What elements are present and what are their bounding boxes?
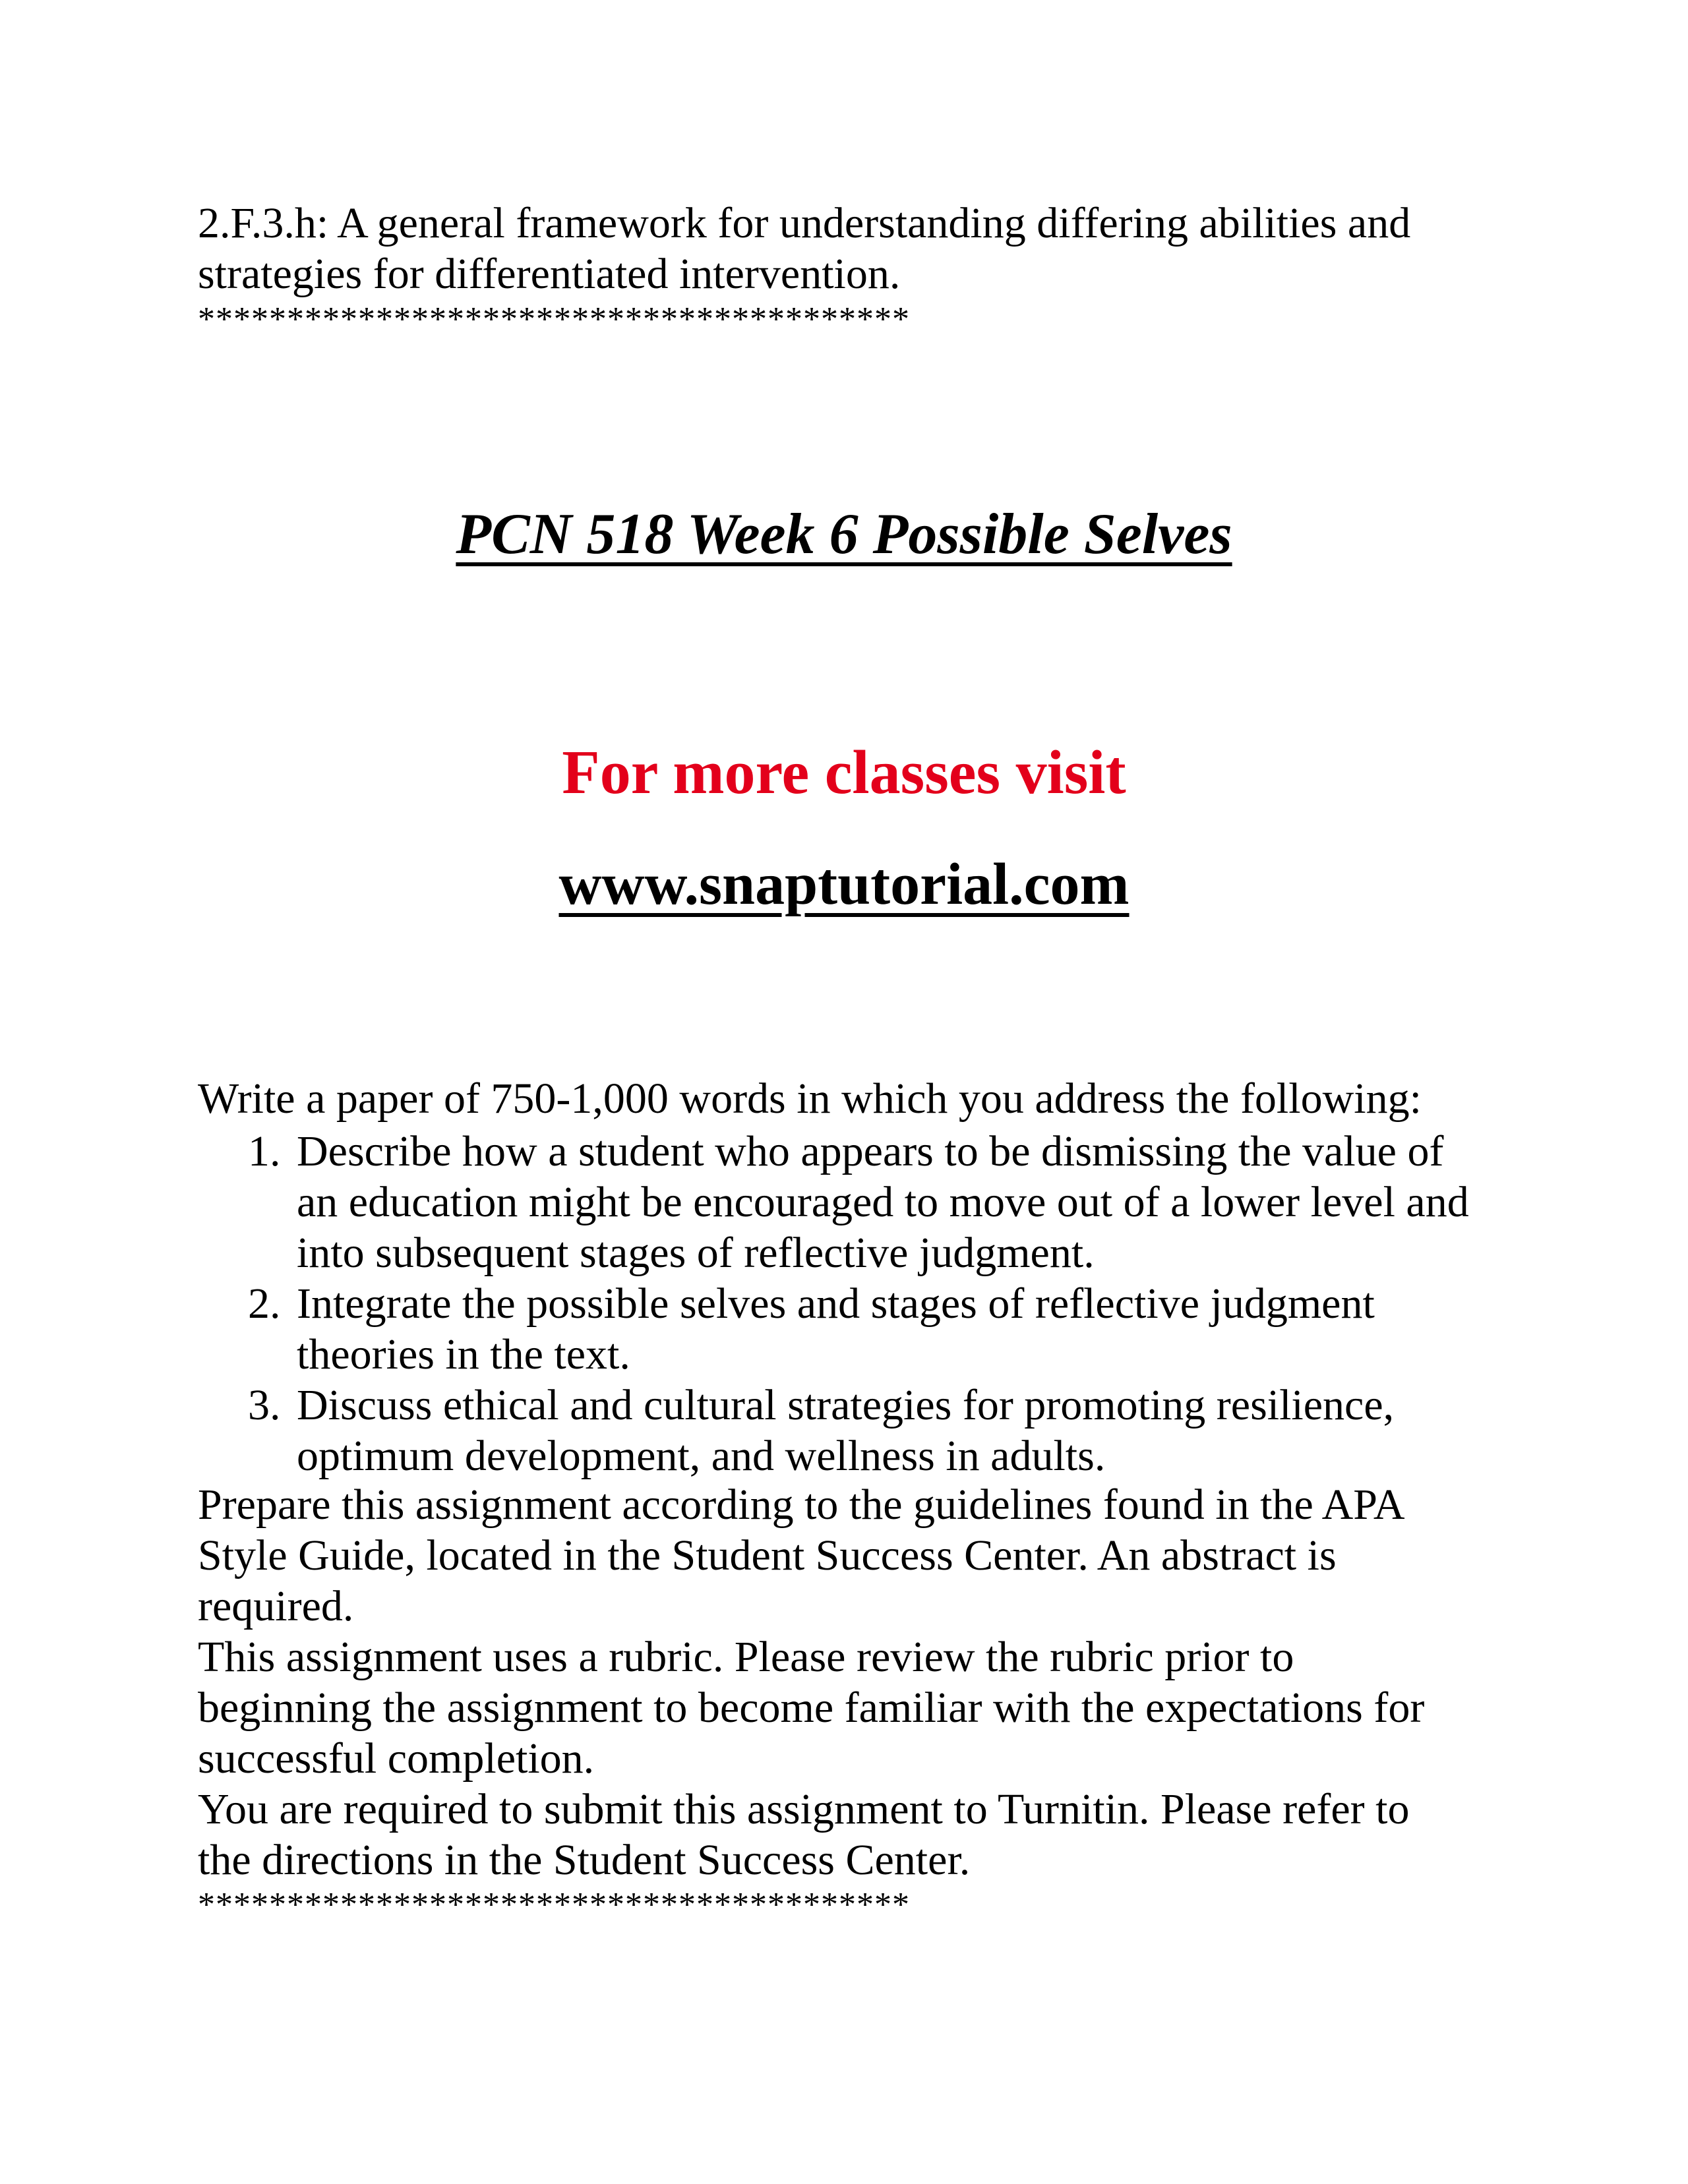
website-link[interactable]: www.snaptutorial.com	[558, 852, 1130, 917]
separator-top: ****************************************	[198, 301, 910, 338]
intro-line-2: strategies for differentiated intervention.	[198, 250, 901, 298]
list-item	[198, 1278, 1469, 1380]
closing-line-7: You are required to submit this assignment to Turnitin. Please refer to	[198, 1785, 1410, 1833]
list-item-number: 2.	[248, 1280, 281, 1328]
closing-line-2: Style Guide, located in the Student Success Center. An abstract is	[198, 1531, 1337, 1579]
closing-line-5: beginning the assignment to become familiar with the expectations for	[198, 1684, 1425, 1732]
list-item-line: an education might be encouraged to move out of a lower level and	[297, 1178, 1469, 1226]
separator-bottom: ****************************************	[198, 1886, 910, 1924]
list-item-line: Discuss ethical and cultural strategies for promoting resilience,	[297, 1381, 1395, 1429]
list-item	[198, 1380, 1469, 1481]
assignment-prompt: Write a paper of 750-1,000 words in which you address the following:	[198, 1075, 1422, 1123]
closing-line-3: required.	[198, 1582, 354, 1630]
list-item-line: theories in the text.	[297, 1330, 630, 1378]
requirements-list	[198, 1126, 1469, 1481]
list-item-line: Integrate the possible selves and stages of reflective judgment	[297, 1280, 1375, 1328]
page-title: PCN 518 Week 6 Possible Selves	[456, 502, 1232, 566]
list-item-line: Describe how a student who appears to be dismissing the value of	[297, 1127, 1444, 1175]
list-item	[198, 1126, 1469, 1278]
list-item-number: 1.	[248, 1127, 281, 1175]
list-item-line: into subsequent stages of reflective judgment.	[297, 1229, 1095, 1277]
closing-line-4: This assignment uses a rubric. Please review the rubric prior to	[198, 1633, 1294, 1681]
intro-line-1: 2.F.3.h: A general framework for understanding differing abilities and	[198, 199, 1411, 247]
list-item-number: 3.	[248, 1381, 281, 1429]
promo-text: For more classes visit	[562, 738, 1126, 807]
closing-line-6: successful completion.	[198, 1734, 595, 1783]
closing-line-8: the directions in the Student Success Center.	[198, 1836, 971, 1884]
closing-line-1: Prepare this assignment according to the guidelines found in the APA	[198, 1481, 1405, 1529]
list-item-line: optimum development, and wellness in adults.	[297, 1432, 1106, 1480]
